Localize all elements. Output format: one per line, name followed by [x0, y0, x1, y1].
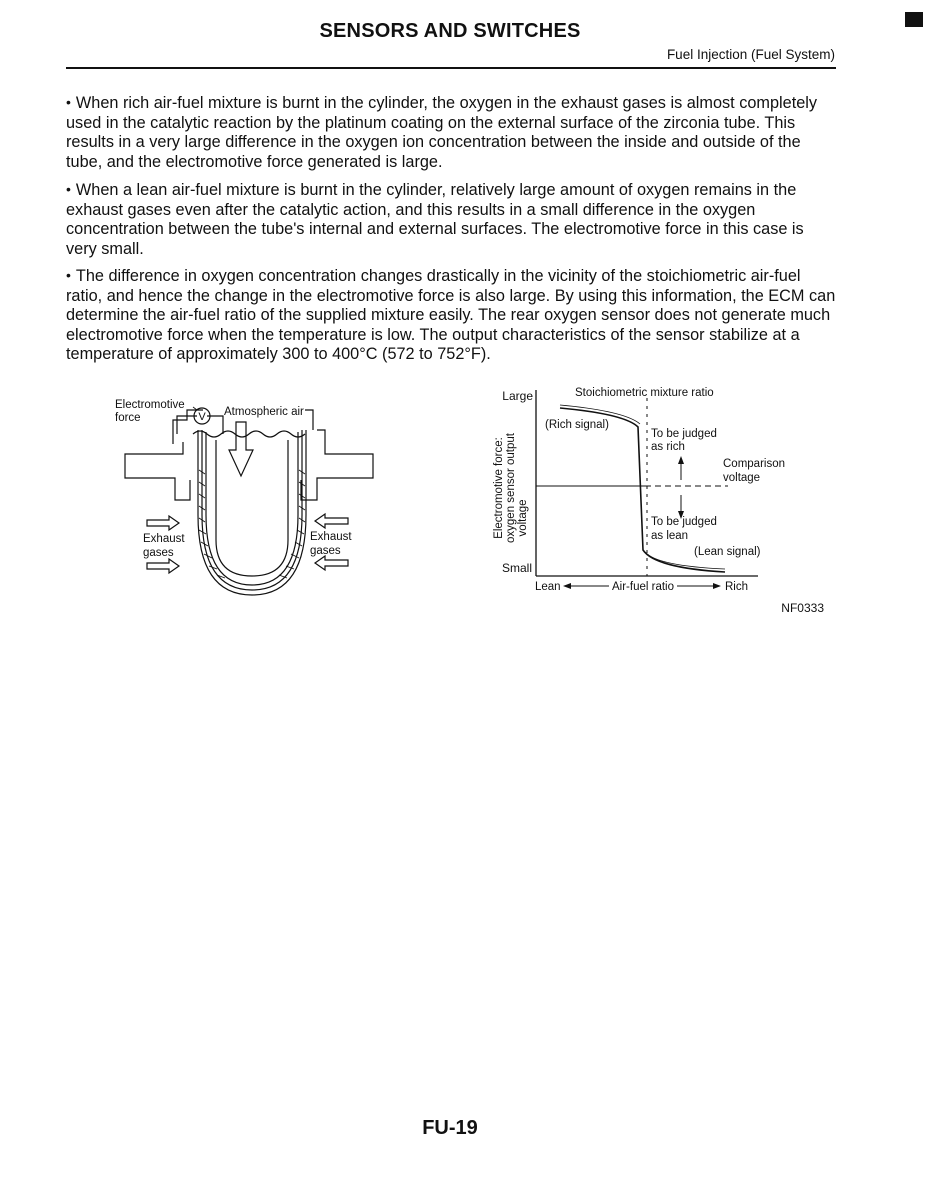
paragraph-text: The difference in oxygen concentration changes drastically in the vicinity of the stoichiometric air-fuel ratio, and hence the change in the electromotive force is also large. By using this information, the ECM can determine the air-fuel ratio of the supplied mixture easily. The rear oxygen sensor does not generate much electromotive force when the temperature is low. The output characteristics of the sensor stabilize at a temperature of approximately 300 to 400°C (572 to 752°F). — [66, 267, 836, 363]
y-axis-title-line3: voltage — [517, 499, 529, 537]
comparison-label-line1: Comparison — [723, 458, 785, 470]
judged-lean-label-line1: To be judged — [651, 516, 717, 528]
x-lean-label: Lean — [535, 581, 561, 593]
rich-signal-label: (Rich signal) — [545, 419, 609, 431]
stoich-label: Stoichiometric mixture ratio — [575, 387, 714, 399]
exhaust-arrow-left-top-icon — [147, 516, 179, 530]
exhaust-right-label-line1: Exhaust — [310, 531, 352, 543]
flange-right — [305, 410, 313, 430]
header-rule — [66, 67, 836, 69]
x-rich-label: Rich — [725, 581, 749, 593]
y-axis-title-line2: oxygen sensor output — [505, 433, 517, 543]
output-graph — [485, 380, 805, 600]
paragraph-stoichiometric — [66, 266, 836, 365]
atmospheric-air-arrow-icon — [229, 422, 253, 476]
paragraph-text: When a lean air-fuel mixture is burnt in the cylinder, relatively large amount of oxygen remains in the exhaust gases even after the catalytic action, and this results in a small difference in the oxygen concentration between the tube's internal and external surfaces. The electromotive force in this case is very small. — [66, 181, 804, 258]
tube-inner — [206, 432, 298, 585]
emf-label-line2: force — [115, 412, 141, 424]
page-number: FU-19 — [422, 1117, 478, 1139]
exhaust-arrow-right-bottom-icon — [315, 556, 348, 570]
voltmeter-label: V — [198, 411, 206, 423]
corner-marker — [905, 12, 923, 27]
bullet-icon: • — [66, 267, 71, 283]
sensor-diagram — [105, 390, 395, 615]
exhaust-right-label-line2: gases — [310, 545, 341, 557]
figure-code: NF0333 — [781, 601, 824, 615]
pipe-wall-right — [301, 430, 373, 500]
bullet-icon: • — [66, 181, 71, 197]
paragraph-rich-mixture — [66, 93, 836, 172]
x-axis-title: Air-fuel ratio — [612, 581, 674, 593]
exhaust-arrow-left-bottom-icon — [147, 559, 179, 573]
electrode-wave — [193, 431, 305, 437]
section-title: Fuel Injection (Fuel System) — [666, 47, 835, 62]
lean-signal-label: (Lean signal) — [694, 546, 761, 558]
bullet-icon: • — [66, 94, 71, 110]
y-bottom-label: Small — [501, 561, 532, 575]
pipe-wall-left — [125, 442, 190, 500]
x-arrow-left-icon — [563, 583, 571, 589]
x-arrow-right-icon — [713, 583, 721, 589]
y-top-label: Large — [502, 389, 533, 403]
judged-lean-label-line2: as lean — [651, 530, 689, 542]
atmospheric-air-label: Atmospheric air — [224, 406, 304, 418]
arrow-up-icon — [678, 456, 684, 464]
exhaust-arrow-right-top-icon — [315, 514, 348, 528]
judged-rich-label-line1: To be judged — [651, 428, 717, 440]
emf-label-line1: Electromotive — [115, 399, 185, 411]
paragraph-lean-mixture — [66, 180, 836, 259]
paragraph-text: When rich air-fuel mixture is burnt in the cylinder, the oxygen in the exhaust gases is almost completely used in the catalytic reaction by the platinum coating on the external surface of the zirconia tube. This results in a very large difference in the oxygen ion concentration between the inside and outside of the tube, and the electromotive force generated is large. — [66, 94, 818, 171]
judged-rich-label-line2: as rich — [651, 441, 685, 453]
exhaust-left-label-line1: Exhaust — [143, 533, 185, 545]
comparison-label-line2: voltage — [723, 472, 761, 484]
page-title: SENSORS AND SWITCHES — [319, 20, 581, 42]
exhaust-left-label-line2: gases — [143, 547, 174, 559]
tube-core-right — [252, 440, 288, 576]
y-axis-title-line1: Electromotive force: — [493, 437, 505, 539]
